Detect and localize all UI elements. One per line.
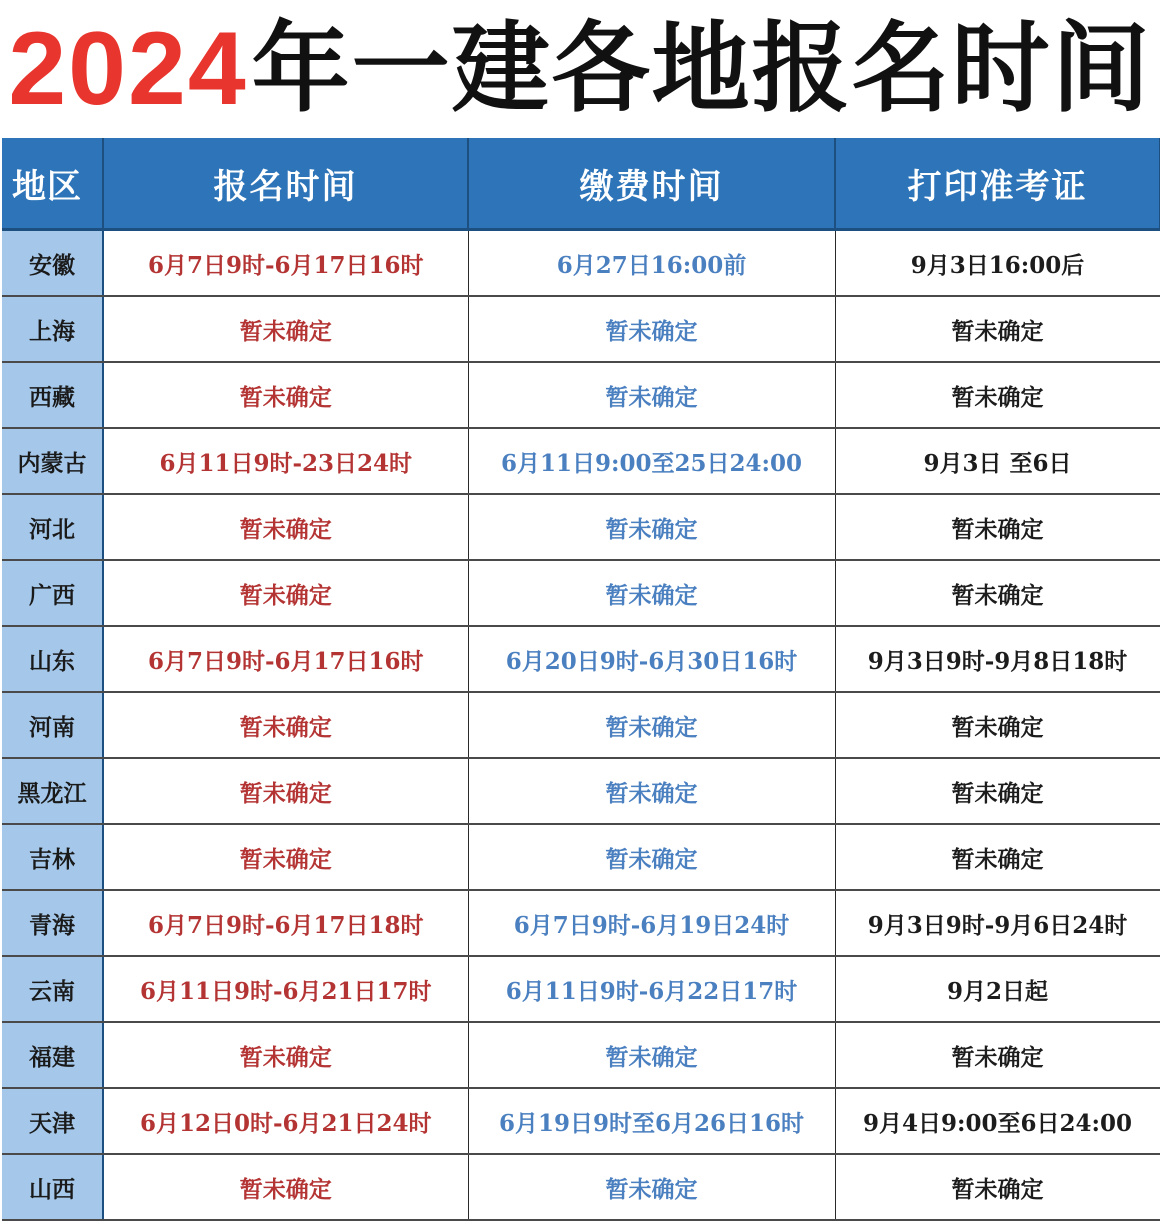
admission-cell: 9月3日9时-9月8日18时 — [835, 626, 1160, 692]
admission-cell: 暂未确定 — [835, 1154, 1160, 1220]
table-row — [2, 758, 1160, 824]
admission-cell: 暂未确定 — [835, 758, 1160, 824]
registration-cell: 暂未确定 — [103, 692, 468, 758]
registration-schedule-table — [2, 138, 1160, 1221]
region-cell: 吉林 — [2, 824, 103, 890]
region-cell: 天津 — [2, 1088, 103, 1154]
registration-cell: 6月12日0时-6月21日24时 — [103, 1088, 468, 1154]
header-payment-time: 缴费时间 — [468, 138, 835, 230]
payment-cell: 暂未确定 — [468, 494, 835, 560]
registration-cell: 暂未确定 — [103, 494, 468, 560]
registration-cell: 6月7日9时-6月17日18时 — [103, 890, 468, 956]
registration-cell: 暂未确定 — [103, 824, 468, 890]
region-cell: 安徽 — [2, 230, 103, 297]
payment-cell: 6月7日9时-6月19日24时 — [468, 890, 835, 956]
admission-cell: 9月2日起 — [835, 956, 1160, 1022]
admission-cell: 9月3日9时-9月6日24时 — [835, 890, 1160, 956]
registration-cell: 暂未确定 — [103, 1154, 468, 1220]
admission-cell: 暂未确定 — [835, 362, 1160, 428]
table-row — [2, 296, 1160, 362]
registration-cell: 暂未确定 — [103, 1022, 468, 1088]
table-row — [2, 890, 1160, 956]
admission-cell: 暂未确定 — [835, 1022, 1160, 1088]
registration-cell: 暂未确定 — [103, 296, 468, 362]
header-admission-ticket: 打印准考证 — [835, 138, 1160, 230]
registration-cell: 6月7日9时-6月17日16时 — [103, 626, 468, 692]
table-row — [2, 494, 1160, 560]
table-row — [2, 1022, 1160, 1088]
registration-cell: 6月11日9时-23日24时 — [103, 428, 468, 494]
region-cell: 山西 — [2, 1154, 103, 1220]
table-row — [2, 1088, 1160, 1154]
payment-cell: 暂未确定 — [468, 824, 835, 890]
region-cell: 黑龙江 — [2, 758, 103, 824]
table-row — [2, 824, 1160, 890]
title-text: 年一建各地报名时间 — [251, 12, 1152, 126]
region-cell: 广西 — [2, 560, 103, 626]
registration-cell: 暂未确定 — [103, 362, 468, 428]
region-cell: 河北 — [2, 494, 103, 560]
table-row — [2, 560, 1160, 626]
table-row — [2, 362, 1160, 428]
region-cell: 山东 — [2, 626, 103, 692]
header-registration-time: 报名时间 — [103, 138, 468, 230]
table-row — [2, 1154, 1160, 1220]
table-row — [2, 692, 1160, 758]
payment-cell: 暂未确定 — [468, 362, 835, 428]
payment-cell: 6月19日9时至6月26日16时 — [468, 1088, 835, 1154]
region-cell: 河南 — [2, 692, 103, 758]
region-cell: 上海 — [2, 296, 103, 362]
payment-cell: 暂未确定 — [468, 296, 835, 362]
title-year: 2024 — [8, 11, 248, 127]
registration-cell: 6月7日9时-6月17日16时 — [103, 230, 468, 297]
admission-cell: 暂未确定 — [835, 494, 1160, 560]
region-cell: 云南 — [2, 956, 103, 1022]
table-row — [2, 230, 1160, 297]
region-cell: 西藏 — [2, 362, 103, 428]
admission-cell: 暂未确定 — [835, 692, 1160, 758]
payment-cell: 暂未确定 — [468, 758, 835, 824]
payment-cell: 暂未确定 — [468, 1022, 835, 1088]
admission-cell: 暂未确定 — [835, 296, 1160, 362]
table-row — [2, 626, 1160, 692]
admission-cell: 9月4日9:00至6日24:00 — [835, 1088, 1160, 1154]
region-cell: 青海 — [2, 890, 103, 956]
page-title — [0, 0, 1160, 138]
registration-cell: 6月11日9时-6月21日17时 — [103, 956, 468, 1022]
table-row — [2, 428, 1160, 494]
payment-cell: 6月20日9时-6月30日16时 — [468, 626, 835, 692]
payment-cell: 6月11日9时-6月22日17时 — [468, 956, 835, 1022]
payment-cell: 暂未确定 — [468, 560, 835, 626]
admission-cell: 9月3日 至6日 — [835, 428, 1160, 494]
payment-cell: 暂未确定 — [468, 1154, 835, 1220]
payment-cell: 6月11日9:00至25日24:00 — [468, 428, 835, 494]
region-cell: 福建 — [2, 1022, 103, 1088]
registration-cell: 暂未确定 — [103, 560, 468, 626]
registration-cell: 暂未确定 — [103, 758, 468, 824]
payment-cell: 6月27日16:00前 — [468, 230, 835, 297]
admission-cell: 9月3日16:00后 — [835, 230, 1160, 297]
header-region: 地区 — [2, 138, 103, 230]
table-header-row — [2, 138, 1160, 230]
admission-cell: 暂未确定 — [835, 560, 1160, 626]
admission-cell: 暂未确定 — [835, 824, 1160, 890]
region-cell: 内蒙古 — [2, 428, 103, 494]
payment-cell: 暂未确定 — [468, 692, 835, 758]
table-row — [2, 956, 1160, 1022]
